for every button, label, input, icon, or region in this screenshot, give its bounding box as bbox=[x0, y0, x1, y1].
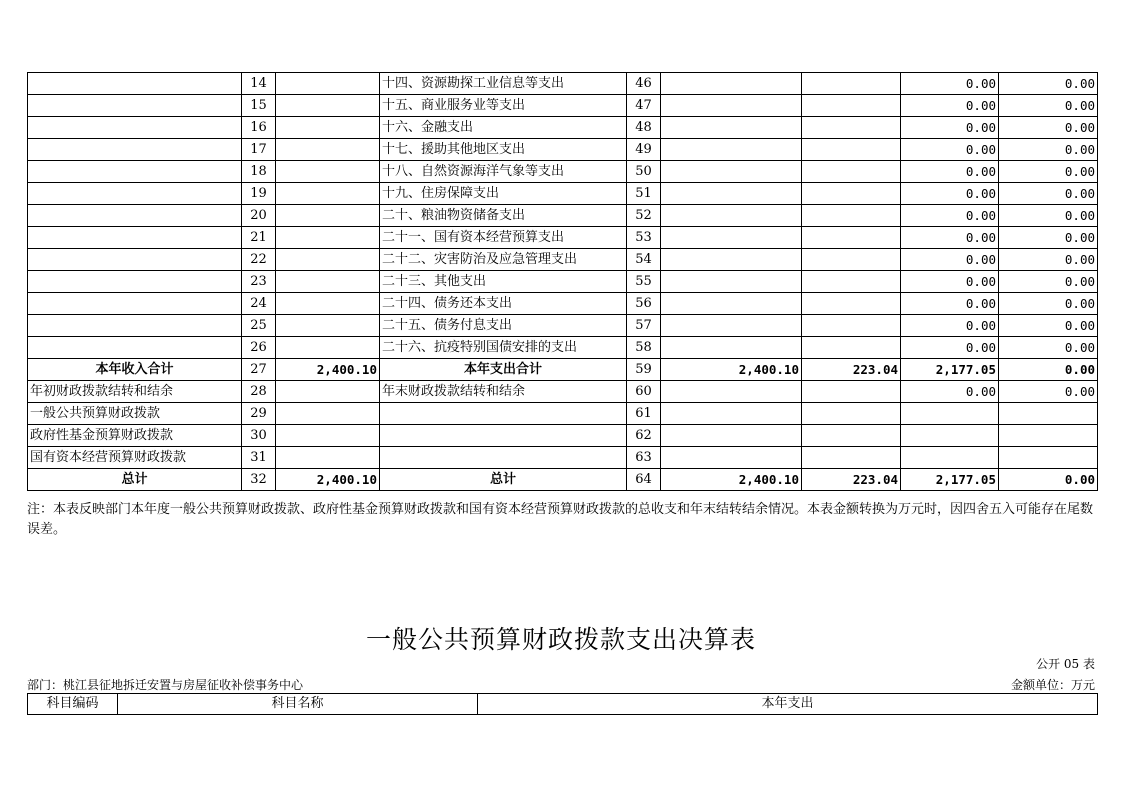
cell-right-total bbox=[661, 447, 802, 469]
cell-right-basic bbox=[802, 293, 901, 315]
cell-right-basic bbox=[802, 161, 901, 183]
cell-right-end bbox=[999, 447, 1098, 469]
cell-right-basic bbox=[802, 381, 901, 403]
cell-right-total bbox=[661, 227, 802, 249]
cell-right-total bbox=[661, 73, 802, 95]
cell-left-label: 年初财政拨款结转和结余 bbox=[28, 381, 242, 403]
cell-right-end: 0.00 bbox=[999, 205, 1098, 227]
cell-right-no: 64 bbox=[627, 469, 661, 491]
cell-right-project: 0.00 bbox=[901, 161, 999, 183]
cell-right-label: 十八、自然资源海洋气象等支出 bbox=[380, 161, 627, 183]
cell-right-end: 0.00 bbox=[999, 117, 1098, 139]
cell-right-total bbox=[661, 205, 802, 227]
table-row bbox=[28, 359, 1098, 381]
table-row bbox=[28, 183, 1098, 205]
cell-left-amount bbox=[276, 425, 380, 447]
cell-left-no: 30 bbox=[242, 425, 276, 447]
table-row bbox=[28, 227, 1098, 249]
cell-right-no: 63 bbox=[627, 447, 661, 469]
cell-right-project: 0.00 bbox=[901, 293, 999, 315]
table-row bbox=[28, 315, 1098, 337]
cell-left-label: 总计 bbox=[28, 469, 242, 491]
cell-right-end: 0.00 bbox=[999, 359, 1098, 381]
cell-right-end: 0.00 bbox=[999, 315, 1098, 337]
cell-left-no: 25 bbox=[242, 315, 276, 337]
cell-left-no: 18 bbox=[242, 161, 276, 183]
cell-left-amount: 2,400.10 bbox=[276, 359, 380, 381]
cell-left-amount bbox=[276, 139, 380, 161]
cell-right-total bbox=[661, 425, 802, 447]
cell-right-total bbox=[661, 139, 802, 161]
cell-right-end: 0.00 bbox=[999, 337, 1098, 359]
cell-left-amount bbox=[276, 337, 380, 359]
cell-right-total bbox=[661, 403, 802, 425]
page-title: 一般公共预算财政拨款支出决算表 bbox=[365, 625, 756, 654]
cell-right-no: 50 bbox=[627, 161, 661, 183]
cell-right-end: 0.00 bbox=[999, 381, 1098, 403]
form-number: 公开 05 表 bbox=[1036, 657, 1095, 671]
cell-right-project: 0.00 bbox=[901, 117, 999, 139]
cell-right-end: 0.00 bbox=[999, 95, 1098, 117]
cell-right-label: 二十、粮油物资储备支出 bbox=[380, 205, 627, 227]
cell-right-label: 十七、援助其他地区支出 bbox=[380, 139, 627, 161]
cell-left-label: 政府性基金预算财政拨款 bbox=[28, 425, 242, 447]
cell-left-amount bbox=[276, 403, 380, 425]
cell-right-no: 49 bbox=[627, 139, 661, 161]
cell-left-no: 24 bbox=[242, 293, 276, 315]
cell-right-label: 十六、金融支出 bbox=[380, 117, 627, 139]
header-name: 科目名称 bbox=[118, 694, 478, 715]
cell-right-no: 47 bbox=[627, 95, 661, 117]
cell-right-no: 58 bbox=[627, 337, 661, 359]
cell-right-basic bbox=[802, 73, 901, 95]
cell-left-label bbox=[28, 73, 242, 95]
cell-right-no: 55 bbox=[627, 271, 661, 293]
cell-right-end: 0.00 bbox=[999, 161, 1098, 183]
cell-right-no: 51 bbox=[627, 183, 661, 205]
cell-left-label bbox=[28, 205, 242, 227]
cell-right-project: 0.00 bbox=[901, 227, 999, 249]
cell-right-project: 0.00 bbox=[901, 95, 999, 117]
table-row bbox=[28, 249, 1098, 271]
table-row bbox=[28, 161, 1098, 183]
table-row bbox=[28, 447, 1098, 469]
table-row bbox=[28, 381, 1098, 403]
cell-right-project: 0.00 bbox=[901, 73, 999, 95]
cell-right-project bbox=[901, 447, 999, 469]
cell-right-total bbox=[661, 337, 802, 359]
cell-left-no: 28 bbox=[242, 381, 276, 403]
table-row bbox=[28, 403, 1098, 425]
cell-right-basic: 223.04 bbox=[802, 359, 901, 381]
cell-right-project: 0.00 bbox=[901, 271, 999, 293]
cell-right-label bbox=[380, 425, 627, 447]
cell-left-no: 26 bbox=[242, 337, 276, 359]
cell-right-total: 2,400.10 bbox=[661, 359, 802, 381]
cell-left-amount bbox=[276, 271, 380, 293]
cell-right-basic bbox=[802, 425, 901, 447]
cell-left-label bbox=[28, 249, 242, 271]
department-label: 部门：桃江县征地拆迁安置与房屋征收补偿事务中心 bbox=[27, 678, 304, 692]
cell-left-no: 14 bbox=[242, 73, 276, 95]
cell-right-basic bbox=[802, 205, 901, 227]
cell-right-no: 48 bbox=[627, 117, 661, 139]
cell-left-label bbox=[28, 315, 242, 337]
table-row bbox=[28, 95, 1098, 117]
cell-right-label: 年末财政拨款结转和结余 bbox=[380, 381, 627, 403]
cell-right-basic bbox=[802, 337, 901, 359]
cell-left-label bbox=[28, 337, 242, 359]
cell-left-amount bbox=[276, 315, 380, 337]
cell-left-amount bbox=[276, 161, 380, 183]
cell-left-no: 16 bbox=[242, 117, 276, 139]
table-row bbox=[28, 293, 1098, 315]
cell-right-label: 二十三、其他支出 bbox=[380, 271, 627, 293]
cell-right-total bbox=[661, 293, 802, 315]
cell-left-no: 27 bbox=[242, 359, 276, 381]
cell-right-label: 十九、住房保障支出 bbox=[380, 183, 627, 205]
cell-right-label: 本年支出合计 bbox=[380, 359, 627, 381]
table-body bbox=[28, 73, 1098, 491]
cell-left-no: 17 bbox=[242, 139, 276, 161]
cell-left-no: 29 bbox=[242, 403, 276, 425]
cell-right-end: 0.00 bbox=[999, 183, 1098, 205]
cell-right-label bbox=[380, 403, 627, 425]
cell-right-label: 十四、资源勘探工业信息等支出 bbox=[380, 73, 627, 95]
cell-left-amount bbox=[276, 293, 380, 315]
cell-left-no: 22 bbox=[242, 249, 276, 271]
cell-left-amount bbox=[276, 381, 380, 403]
cell-right-total bbox=[661, 271, 802, 293]
cell-right-total bbox=[661, 315, 802, 337]
cell-right-project: 0.00 bbox=[901, 139, 999, 161]
cell-right-project: 2,177.05 bbox=[901, 469, 999, 491]
cell-right-label: 二十一、国有资本经营预算支出 bbox=[380, 227, 627, 249]
cell-right-no: 61 bbox=[627, 403, 661, 425]
cell-right-no: 54 bbox=[627, 249, 661, 271]
cell-right-end: 0.00 bbox=[999, 271, 1098, 293]
cell-right-total bbox=[661, 161, 802, 183]
cell-right-project bbox=[901, 403, 999, 425]
cell-right-project: 0.00 bbox=[901, 315, 999, 337]
cell-right-no: 57 bbox=[627, 315, 661, 337]
expenditure-table-header bbox=[27, 693, 1098, 715]
cell-right-project: 2,177.05 bbox=[901, 359, 999, 381]
cell-right-project: 0.00 bbox=[901, 183, 999, 205]
cell-right-total bbox=[661, 117, 802, 139]
cell-left-label bbox=[28, 161, 242, 183]
table-row bbox=[28, 73, 1098, 95]
cell-right-label: 二十五、债务付息支出 bbox=[380, 315, 627, 337]
cell-left-label: 国有资本经营预算财政拨款 bbox=[28, 447, 242, 469]
cell-right-no: 59 bbox=[627, 359, 661, 381]
cell-right-basic bbox=[802, 95, 901, 117]
cell-left-label bbox=[28, 227, 242, 249]
header-row bbox=[28, 694, 1098, 715]
cell-left-amount bbox=[276, 183, 380, 205]
cell-right-end: 0.00 bbox=[999, 139, 1098, 161]
cell-right-label: 十五、商业服务业等支出 bbox=[380, 95, 627, 117]
cell-right-project bbox=[901, 425, 999, 447]
cell-right-end: 0.00 bbox=[999, 73, 1098, 95]
cell-right-total bbox=[661, 183, 802, 205]
cell-right-label bbox=[380, 447, 627, 469]
table-note: 注：本表反映部门本年度一般公共预算财政拨款、政府性基金预算财政拨款和国有资本经营预算财政拨款的总收支和年末结转结余情况。本表金额转换为万元时，因四舍五入可能存在尾数误差。 bbox=[27, 502, 1094, 537]
cell-left-amount bbox=[276, 447, 380, 469]
cell-right-basic bbox=[802, 139, 901, 161]
table-row bbox=[28, 139, 1098, 161]
cell-right-basic bbox=[802, 447, 901, 469]
cell-left-label bbox=[28, 271, 242, 293]
cell-right-no: 53 bbox=[627, 227, 661, 249]
cell-right-label: 总计 bbox=[380, 469, 627, 491]
cell-left-no: 21 bbox=[242, 227, 276, 249]
cell-right-end: 0.00 bbox=[999, 293, 1098, 315]
table-row bbox=[28, 469, 1098, 491]
cell-right-total bbox=[661, 249, 802, 271]
table-row bbox=[28, 205, 1098, 227]
table-row bbox=[28, 271, 1098, 293]
header-spend: 本年支出 bbox=[478, 694, 1098, 715]
cell-right-basic bbox=[802, 271, 901, 293]
cell-left-amount bbox=[276, 117, 380, 139]
cell-right-label: 二十六、抗疫特别国债安排的支出 bbox=[380, 337, 627, 359]
cell-left-label: 一般公共预算财政拨款 bbox=[28, 403, 242, 425]
cell-right-no: 60 bbox=[627, 381, 661, 403]
cell-right-basic bbox=[802, 227, 901, 249]
cell-right-basic bbox=[802, 315, 901, 337]
cell-right-total bbox=[661, 381, 802, 403]
cell-left-label bbox=[28, 139, 242, 161]
cell-right-label: 二十二、灾害防治及应急管理支出 bbox=[380, 249, 627, 271]
table-row bbox=[28, 425, 1098, 447]
cell-left-amount bbox=[276, 249, 380, 271]
cell-left-label bbox=[28, 117, 242, 139]
cell-left-no: 31 bbox=[242, 447, 276, 469]
cell-right-basic bbox=[802, 249, 901, 271]
cell-left-amount bbox=[276, 205, 380, 227]
cell-right-no: 56 bbox=[627, 293, 661, 315]
cell-right-basic bbox=[802, 117, 901, 139]
cell-right-total: 2,400.10 bbox=[661, 469, 802, 491]
cell-right-project: 0.00 bbox=[901, 381, 999, 403]
cell-left-amount: 2,400.10 bbox=[276, 469, 380, 491]
cell-left-amount bbox=[276, 95, 380, 117]
header-code: 科目编码 bbox=[28, 694, 118, 715]
cell-right-end: 0.00 bbox=[999, 249, 1098, 271]
table-row bbox=[28, 117, 1098, 139]
cell-left-label bbox=[28, 293, 242, 315]
cell-right-end: 0.00 bbox=[999, 227, 1098, 249]
cell-right-total bbox=[661, 95, 802, 117]
cell-left-amount bbox=[276, 73, 380, 95]
cell-left-no: 15 bbox=[242, 95, 276, 117]
cell-right-no: 46 bbox=[627, 73, 661, 95]
cell-left-label bbox=[28, 183, 242, 205]
cell-left-no: 19 bbox=[242, 183, 276, 205]
cell-left-label bbox=[28, 95, 242, 117]
cell-right-end: 0.00 bbox=[999, 469, 1098, 491]
cell-right-basic bbox=[802, 183, 901, 205]
amount-unit-label: 金额单位：万元 bbox=[1010, 678, 1095, 692]
cell-right-project: 0.00 bbox=[901, 205, 999, 227]
cell-right-label: 二十四、债务还本支出 bbox=[380, 293, 627, 315]
cell-left-amount bbox=[276, 227, 380, 249]
cell-left-label: 本年收入合计 bbox=[28, 359, 242, 381]
cell-right-no: 52 bbox=[627, 205, 661, 227]
cell-left-no: 20 bbox=[242, 205, 276, 227]
cell-right-no: 62 bbox=[627, 425, 661, 447]
cell-right-basic bbox=[802, 403, 901, 425]
table-row bbox=[28, 337, 1098, 359]
cell-right-project: 0.00 bbox=[901, 337, 999, 359]
cell-left-no: 32 bbox=[242, 469, 276, 491]
cell-right-end bbox=[999, 403, 1098, 425]
cell-right-project: 0.00 bbox=[901, 249, 999, 271]
cell-left-no: 23 bbox=[242, 271, 276, 293]
income-expense-table bbox=[27, 72, 1098, 491]
cell-right-end bbox=[999, 425, 1098, 447]
cell-right-basic: 223.04 bbox=[802, 469, 901, 491]
